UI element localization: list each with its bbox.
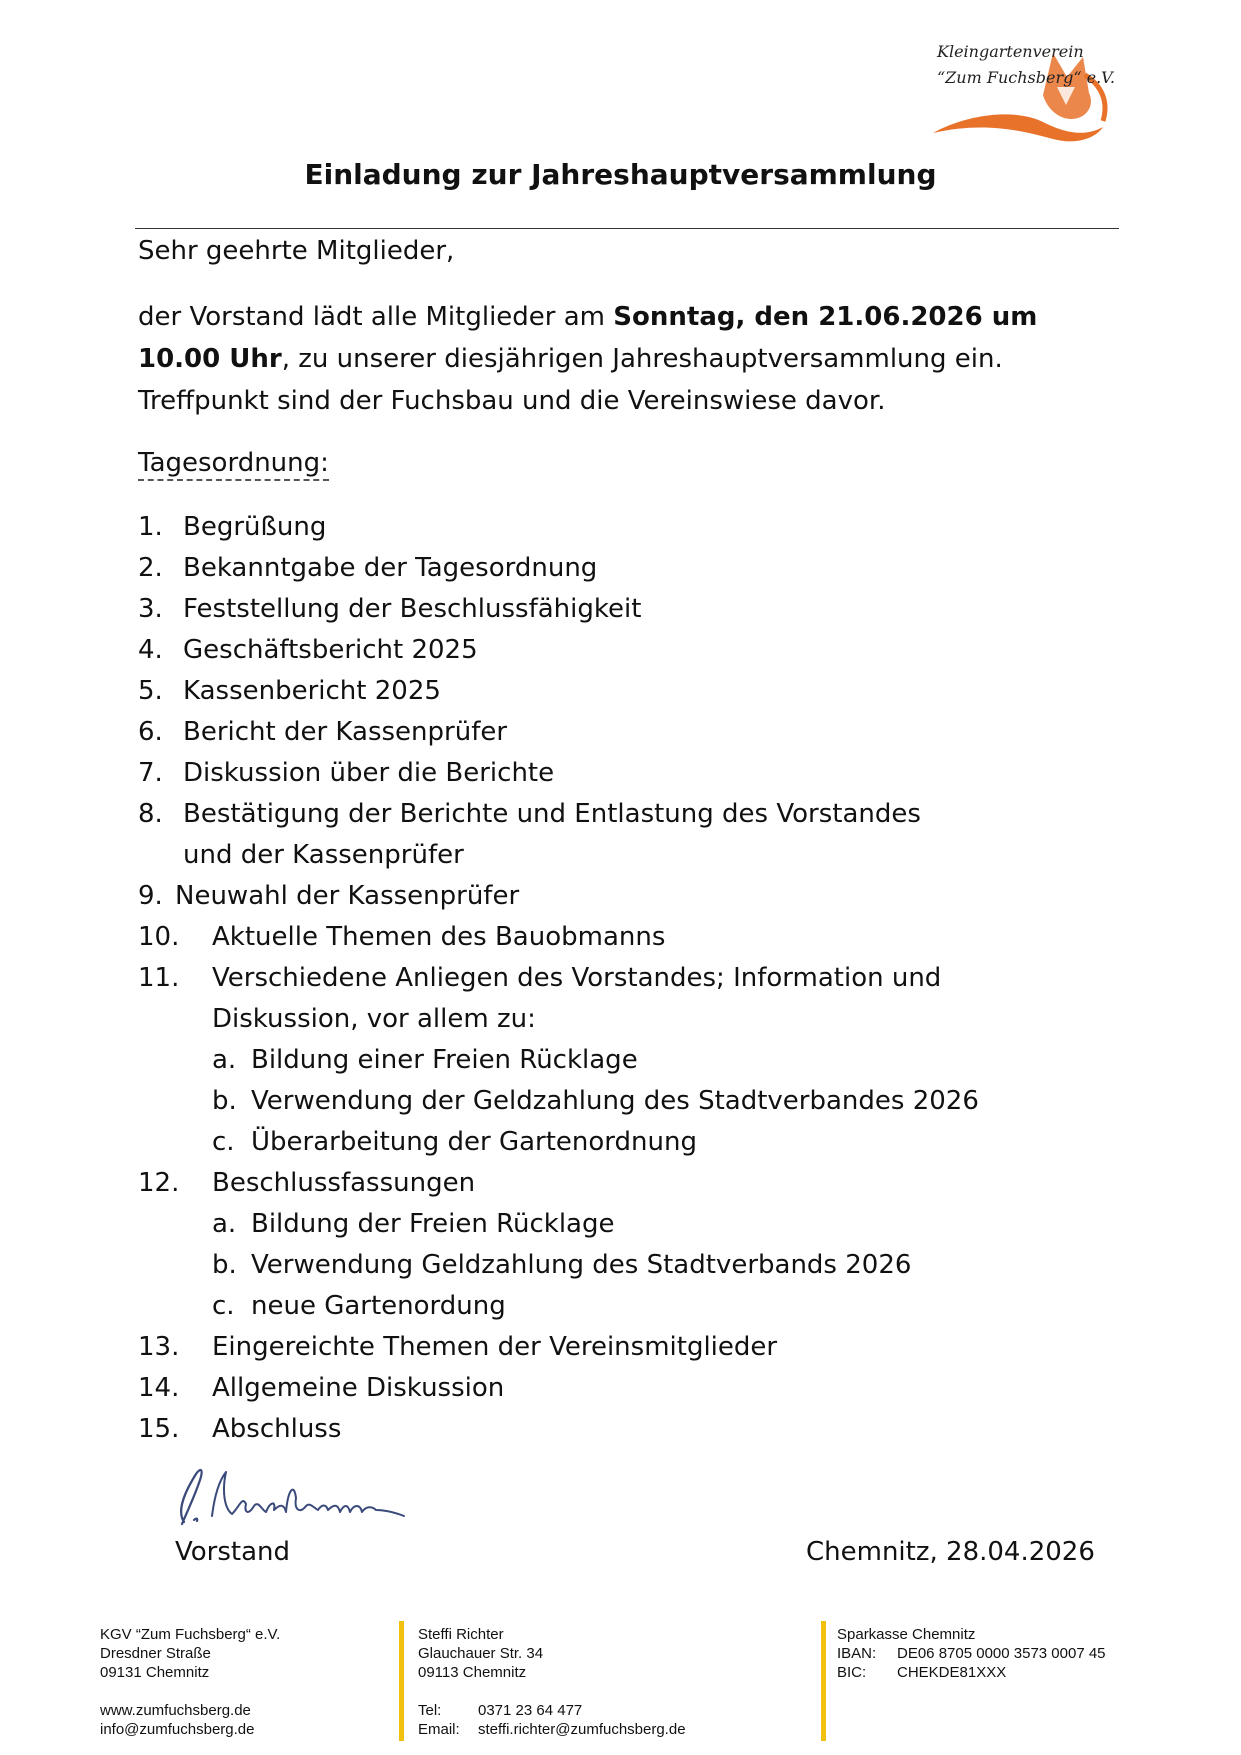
- agenda-item: Eingereichte Themen der Vereinsmitglieder: [212, 1332, 778, 1362]
- intro-paragraph: [138, 296, 1088, 422]
- footer-divider: [399, 1621, 404, 1741]
- agenda-number: 3.: [138, 594, 163, 624]
- intro-line-1: [138, 296, 1088, 338]
- footer-iban-value: DE06 8705 0000 3573 0007 45: [897, 1645, 1106, 1662]
- footer-bic-value: CHEKDE81XXX: [897, 1664, 1007, 1681]
- footer-iban-row: [837, 1644, 1106, 1663]
- intro-line-3: Treffpunkt sind der Fuchsbau und die Vereinswiese davor.: [138, 386, 886, 416]
- agenda-heading-text: Tagesordnung:: [138, 448, 329, 481]
- footer-contact-city: 09113 Chemnitz: [418, 1664, 527, 1681]
- signature: [170, 1460, 415, 1538]
- agenda-number: 8.: [138, 799, 163, 829]
- agenda-item: Verschiedene Anliegen des Vorstandes; Information und: [212, 963, 942, 993]
- intro-text-1: der Vorstand lädt alle Mitglieder am: [138, 302, 614, 332]
- footer-contact-name: Steffi Richter: [418, 1626, 504, 1643]
- intro-date: Sonntag, den 21.06.2026 um: [613, 302, 1038, 332]
- footer-bic-label: BIC:: [837, 1664, 867, 1681]
- agenda-item: Bestätigung der Berichte und Entlastung des Vorstandes: [183, 799, 921, 829]
- footer-divider: [821, 1621, 826, 1741]
- agenda-subitem: Bildung einer Freien Rücklage: [251, 1045, 638, 1075]
- agenda-item: Diskussion über die Berichte: [183, 758, 555, 788]
- agenda-subletter: c.: [212, 1127, 235, 1157]
- title-divider: [135, 228, 1119, 229]
- agenda-item: Bericht der Kassenprüfer: [183, 717, 508, 747]
- agenda-number: 7.: [138, 758, 163, 788]
- footer-tel-row: [418, 1701, 686, 1720]
- agenda-item: Bekanntgabe der Tagesordnung: [183, 553, 598, 583]
- agenda-item: Begrüßung: [183, 512, 327, 542]
- agenda-item: Aktuelle Themen des Bauobmanns: [212, 922, 666, 952]
- footer-email-value[interactable]: steffi.richter@zumfuchsberg.de: [478, 1721, 686, 1738]
- footer-email-label: Email:: [418, 1721, 460, 1738]
- agenda-item: Neuwahl der Kassenprüfer: [175, 881, 520, 911]
- footer-tel-label: Tel:: [418, 1702, 442, 1719]
- intro-line-2: [138, 338, 1088, 380]
- agenda-item: Kassenbericht 2025: [183, 676, 441, 706]
- footer-bank: [837, 1625, 1106, 1682]
- logo-line2: “Zum Fuchsberg“ e.V.: [937, 68, 1116, 87]
- agenda-subitem: neue Gartenordung: [251, 1291, 506, 1321]
- agenda-number: 14.: [138, 1373, 180, 1403]
- agenda-subitem: Überarbeitung der Gartenordnung: [251, 1127, 697, 1157]
- footer-email-row: [418, 1720, 686, 1739]
- place-date: Chemnitz, 28.04.2026: [806, 1537, 1095, 1567]
- footer-website-link[interactable]: www.zumfuchsberg.de: [100, 1702, 251, 1719]
- agenda-item-continued: Diskussion, vor allem zu:: [212, 1004, 536, 1034]
- intro-time: 10.00 Uhr: [138, 344, 282, 374]
- agenda-subitem: Bildung der Freien Rücklage: [251, 1209, 615, 1239]
- footer-iban-label: IBAN:: [837, 1645, 877, 1662]
- agenda-number: 10.: [138, 922, 180, 952]
- intro-text-2: , zu unserer diesjährigen Jahreshauptversammlung ein.: [281, 344, 1003, 374]
- agenda-heading: [138, 448, 329, 478]
- agenda-number: 2.: [138, 553, 163, 583]
- agenda-subletter: a.: [212, 1209, 237, 1239]
- agenda-subletter: b.: [212, 1086, 237, 1116]
- footer-spacer: [418, 1682, 686, 1701]
- footer-spacer: [100, 1682, 280, 1701]
- agenda-item: Allgemeine Diskussion: [212, 1373, 505, 1403]
- agenda-subletter: a.: [212, 1045, 237, 1075]
- agenda-number: 13.: [138, 1332, 180, 1362]
- agenda-subitem: Verwendung Geldzahlung des Stadtverbands 2026: [251, 1250, 912, 1280]
- greeting: Sehr geehrte Mitglieder,: [138, 236, 455, 266]
- footer-tel-value[interactable]: 0371 23 64 477: [478, 1702, 583, 1719]
- agenda-subletter: c.: [212, 1291, 235, 1321]
- agenda-item: Feststellung der Beschlussfähigkeit: [183, 594, 642, 624]
- signature-image: [170, 1460, 415, 1538]
- footer-bic-row: [837, 1663, 1106, 1682]
- agenda-item: Abschluss: [212, 1414, 342, 1444]
- agenda-number: 15.: [138, 1414, 180, 1444]
- footer-club-city: 09131 Chemnitz: [100, 1664, 210, 1681]
- agenda-number: 6.: [138, 717, 163, 747]
- agenda-number: 5.: [138, 676, 163, 706]
- footer-contact: [418, 1625, 686, 1739]
- page-title: Einladung zur Jahreshauptversammlung: [304, 158, 937, 191]
- agenda-number: 12.: [138, 1168, 180, 1198]
- footer-club-address: [100, 1625, 280, 1739]
- footer-club-name: KGV “Zum Fuchsberg“ e.V.: [100, 1626, 281, 1643]
- agenda-number: 4.: [138, 635, 163, 665]
- agenda-number: 9.: [138, 881, 163, 911]
- agenda-item: Beschlussfassungen: [212, 1168, 476, 1198]
- footer-contact-street: Glauchauer Str. 34: [418, 1645, 544, 1662]
- footer-email-link[interactable]: info@zumfuchsberg.de: [100, 1721, 255, 1738]
- agenda-subletter: b.: [212, 1250, 237, 1280]
- agenda-subitem: Verwendung der Geldzahlung des Stadtverbandes 2026: [251, 1086, 979, 1116]
- agenda-number: 11.: [138, 963, 180, 993]
- footer-club-street: Dresdner Straße: [100, 1645, 211, 1662]
- agenda-item-continued: und der Kassenprüfer: [183, 840, 464, 870]
- signature-role: Vorstand: [175, 1537, 291, 1567]
- logo-line1: Kleingartenverein: [937, 42, 1084, 61]
- agenda-number: 1.: [138, 512, 163, 542]
- agenda-item: Geschäftsbericht 2025: [183, 635, 478, 665]
- footer-bank-name: Sparkasse Chemnitz: [837, 1626, 976, 1643]
